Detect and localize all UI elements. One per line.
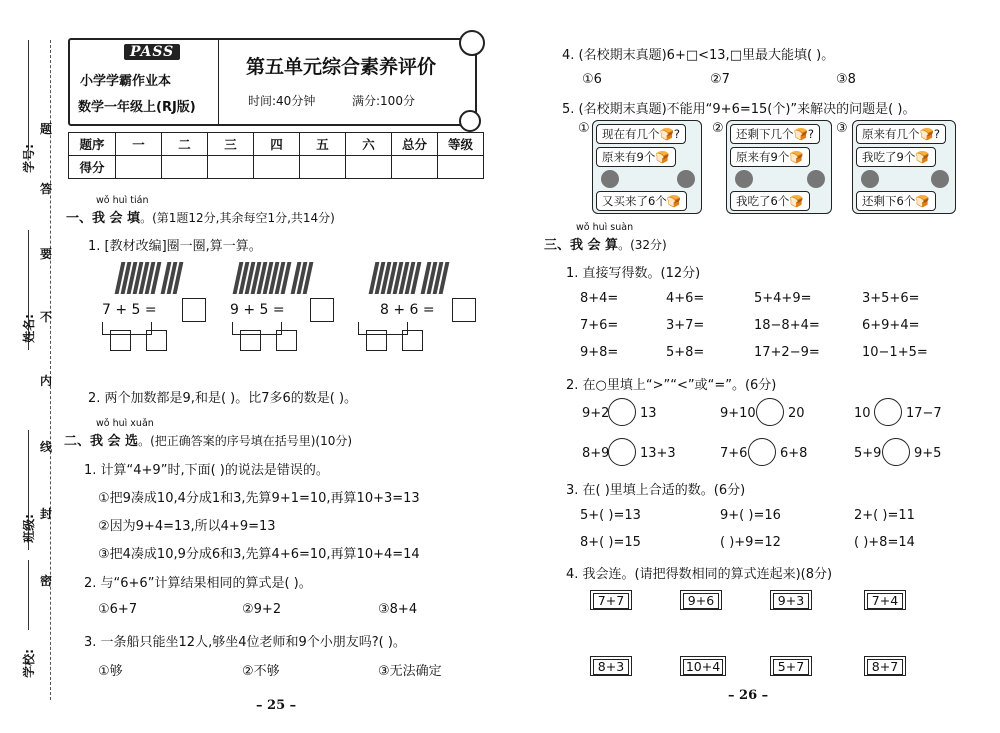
calc-item[interactable]: 4+6= bbox=[666, 291, 705, 306]
speech-bubble: 原来有9个🍞 bbox=[596, 147, 676, 167]
compare-circle[interactable] bbox=[748, 438, 776, 466]
s2-question-4: 4. (名校期末真题)6+□<13,□里最大能填( )。 bbox=[562, 48, 835, 63]
section2-title: 二、我 会 选 bbox=[64, 434, 139, 449]
table-cell: 五 bbox=[300, 133, 346, 156]
table-cell: 等级 bbox=[438, 133, 484, 156]
compare-left: 5+9 bbox=[854, 446, 882, 461]
section3-title: 三、我 会 算 bbox=[544, 238, 619, 253]
school-field-line bbox=[28, 560, 29, 630]
score-input-cell[interactable] bbox=[300, 156, 346, 179]
section2-pinyin: wǒ huì xuǎn bbox=[96, 418, 154, 429]
match-item-top[interactable]: 7+4 bbox=[864, 590, 906, 610]
answer-box[interactable] bbox=[452, 298, 476, 322]
table-cell: 三 bbox=[208, 133, 254, 156]
answer-box[interactable] bbox=[276, 330, 297, 351]
s2-q1-option-3[interactable]: ③把4凑成10,9分成6和3,先算4+6=10,再算10+4=14 bbox=[98, 547, 420, 562]
calc-item[interactable]: 7+6= bbox=[580, 318, 619, 333]
table-cell: 二 bbox=[162, 133, 208, 156]
score-input-cell[interactable] bbox=[208, 156, 254, 179]
calc-item[interactable]: 5+4+9= bbox=[754, 291, 812, 306]
match-item-top[interactable]: 7+7 bbox=[590, 590, 632, 610]
s2-q4-option-3[interactable]: ③8 bbox=[836, 72, 856, 87]
calc-item[interactable]: 9+8= bbox=[580, 345, 619, 360]
score-table-score-row bbox=[69, 156, 484, 179]
corner-curl-icon bbox=[459, 110, 481, 132]
match-item-bottom[interactable]: 10+4 bbox=[680, 656, 726, 676]
compare-circle[interactable] bbox=[608, 398, 636, 426]
s3-question-4: 4. 我会连。(请把得数相同的算式连起来)(8分) bbox=[566, 567, 833, 582]
s2-q2-option-2[interactable]: ②9+2 bbox=[242, 602, 282, 617]
section1-title: 一、我 会 填 bbox=[66, 211, 141, 226]
s2-q1-option-2[interactable]: ②因为9+4=13,所以4+9=13 bbox=[98, 519, 276, 534]
fold-line bbox=[50, 40, 51, 700]
answer-box[interactable] bbox=[182, 298, 206, 322]
compare-left: 9+2 bbox=[582, 406, 610, 421]
score-table-header-row bbox=[69, 133, 484, 156]
margin-label-yao: 要 bbox=[40, 247, 53, 261]
panel-marker-2: ② bbox=[712, 121, 724, 136]
compare-right: 20 bbox=[788, 406, 805, 421]
score-table bbox=[68, 132, 484, 179]
calc-item[interactable]: 18−8+4= bbox=[754, 318, 820, 333]
rabbit-icon bbox=[601, 170, 619, 188]
s2-question-3: 3. 一条船只能坐12人,够坐4位老师和9个小朋友吗?( )。 bbox=[84, 635, 406, 650]
section2-note: 。(把正确答案的序号填在括号里)(10分) bbox=[138, 434, 353, 448]
section1-note: 。(第1题12分,其余每空1分,共14分) bbox=[140, 211, 335, 225]
compare-circle[interactable] bbox=[608, 438, 636, 466]
table-cell: 得分 bbox=[69, 156, 116, 179]
score-input-cell[interactable] bbox=[162, 156, 208, 179]
s2-q4-option-2[interactable]: ②7 bbox=[710, 72, 730, 87]
field-class: 班级: bbox=[21, 514, 36, 543]
answer-box[interactable] bbox=[146, 330, 167, 351]
s2-question-1: 1. 计算“4+9”时,下面( )的说法是错误的。 bbox=[84, 463, 329, 478]
calc-item[interactable]: 3+7= bbox=[666, 318, 705, 333]
full-score: 满分:100分 bbox=[352, 94, 415, 108]
answer-box[interactable] bbox=[240, 330, 261, 351]
match-item-bottom[interactable]: 5+7 bbox=[770, 656, 812, 676]
match-item-top[interactable]: 9+6 bbox=[680, 590, 722, 610]
calc-item[interactable]: 6+9+4= bbox=[862, 318, 920, 333]
equation-2: 9 + 5 = bbox=[230, 302, 285, 318]
calc-item[interactable]: 17+2−9= bbox=[754, 345, 820, 360]
fill-blank-item[interactable]: 5+( )=13 bbox=[580, 508, 641, 523]
s2-q2-option-3[interactable]: ③8+4 bbox=[378, 602, 418, 617]
section2-heading bbox=[64, 430, 352, 449]
bear-icon bbox=[807, 170, 825, 188]
field-school: 学校: bbox=[21, 649, 36, 678]
answer-box[interactable] bbox=[366, 330, 387, 351]
question-bubble: 还剩下几个🍞? bbox=[730, 124, 820, 144]
s1-question-2: 2. 两个加数都是9,和是( )。比7多6的数是( )。 bbox=[88, 391, 358, 406]
fill-blank-item[interactable]: 2+( )=11 bbox=[854, 508, 915, 523]
margin-label-feng: 封 bbox=[40, 507, 53, 521]
story-panel-3[interactable] bbox=[852, 120, 956, 214]
speech-bubble: 我吃了9个🍞 bbox=[856, 147, 936, 167]
table-cell: 题序 bbox=[69, 133, 116, 156]
score-input-cell[interactable] bbox=[392, 156, 438, 179]
panel-marker-3: ③ bbox=[836, 121, 848, 136]
fill-blank-item[interactable]: 8+( )=15 bbox=[580, 535, 641, 550]
margin-label-mi: 密 bbox=[40, 574, 53, 588]
match-item-bottom[interactable]: 8+7 bbox=[864, 656, 906, 676]
page-title: 第五单元综合素养评价 bbox=[246, 56, 437, 78]
margin-label-da: 答 bbox=[40, 182, 53, 196]
rabbit-icon bbox=[861, 170, 879, 188]
s3-question-1: 1. 直接写得数。(12分) bbox=[566, 266, 701, 281]
compare-left: 9+10 bbox=[720, 406, 756, 421]
equation-3: 8 + 6 = bbox=[380, 302, 435, 318]
id-field-line bbox=[28, 40, 29, 150]
calc-item[interactable]: 10−1+5= bbox=[862, 345, 928, 360]
s2-q4-option-1[interactable]: ①6 bbox=[582, 72, 602, 87]
answer-box[interactable] bbox=[310, 298, 334, 322]
score-input-cell[interactable] bbox=[346, 156, 392, 179]
s3-question-2: 2. 在○里填上“>”“<”或“=”。(6分) bbox=[566, 378, 777, 393]
answer-box[interactable] bbox=[402, 330, 423, 351]
compare-right: 9+5 bbox=[914, 446, 942, 461]
speech-bubble: 还剩下6个🍞 bbox=[856, 191, 936, 211]
rabbit-icon bbox=[735, 170, 753, 188]
s1-question-1: 1. [教材改编]圈一圈,算一算。 bbox=[88, 239, 262, 254]
section3-heading bbox=[544, 234, 667, 253]
stick-bundle-2 bbox=[236, 262, 316, 294]
calc-item[interactable]: 3+5+6= bbox=[862, 291, 920, 306]
margin-label-xian: 线 bbox=[40, 440, 53, 454]
s2-q3-option-1[interactable]: ①够 bbox=[98, 664, 123, 679]
table-cell: 六 bbox=[346, 133, 392, 156]
speech-bubble: 又买来了6个🍞 bbox=[596, 191, 687, 211]
question-bubble: 现在有几个🍞? bbox=[596, 124, 686, 144]
story-panel-2[interactable] bbox=[726, 120, 832, 214]
compare-circle[interactable] bbox=[756, 398, 784, 426]
field-name: 姓名: bbox=[21, 314, 36, 343]
fill-blank-item[interactable]: 9+( )=16 bbox=[720, 508, 781, 523]
field-student-id: 学号: bbox=[21, 144, 36, 173]
header-divider bbox=[218, 40, 219, 124]
header-card bbox=[68, 38, 477, 126]
section1-pinyin: wǒ huì tián bbox=[96, 195, 149, 206]
compare-left: 7+6 bbox=[720, 446, 748, 461]
pass-logo: PASS bbox=[124, 44, 180, 60]
table-cell: 总分 bbox=[392, 133, 438, 156]
series-name: 小学学霸作业本 bbox=[80, 74, 172, 89]
edition-label: 数学一年级上(RJ版) bbox=[78, 100, 196, 115]
table-cell: 四 bbox=[254, 133, 300, 156]
stick-bundle-1 bbox=[118, 262, 188, 294]
answer-box[interactable] bbox=[110, 330, 131, 351]
bear-icon bbox=[931, 170, 949, 188]
page-number-left: – 25 – bbox=[256, 698, 297, 713]
question-bubble: 原来有几个🍞? bbox=[856, 124, 946, 144]
calc-item[interactable]: 5+8= bbox=[666, 345, 705, 360]
match-item-bottom[interactable]: 8+3 bbox=[590, 656, 632, 676]
margin-label-ti: 题 bbox=[40, 122, 53, 136]
fill-blank-item[interactable]: ( )+9=12 bbox=[720, 535, 781, 550]
s2-q1-option-1[interactable]: ①把9凑成10,4分成1和3,先算9+1=10,再算10+3=13 bbox=[98, 491, 420, 506]
margin-label-bu: 不 bbox=[40, 310, 53, 324]
s2-q2-option-1[interactable]: ①6+7 bbox=[98, 602, 138, 617]
score-input-cell[interactable] bbox=[116, 156, 162, 179]
corner-curl-icon bbox=[459, 30, 485, 56]
speech-bubble: 原来有9个🍞 bbox=[730, 147, 810, 167]
match-item-top[interactable]: 9+3 bbox=[770, 590, 812, 610]
equation-1: 7 + 5 = bbox=[102, 302, 157, 318]
margin-label-nei: 内 bbox=[40, 374, 53, 388]
s2-question-2: 2. 与“6+6”计算结果相同的算式是( )。 bbox=[84, 576, 312, 591]
section3-pinyin: wǒ huì suàn bbox=[576, 222, 634, 233]
s2-q3-option-3[interactable]: ③无法确定 bbox=[378, 664, 442, 679]
section3-note: 。(32分) bbox=[618, 238, 667, 252]
table-cell: 一 bbox=[116, 133, 162, 156]
s3-question-3: 3. 在( )里填上合适的数。(6分) bbox=[566, 483, 746, 498]
s2-question-5: 5. (名校期末真题)不能用“9+6=15(个)”来解决的问题是( )。 bbox=[562, 102, 916, 117]
fill-blank-item[interactable]: ( )+8=14 bbox=[854, 535, 915, 550]
section1-heading bbox=[66, 207, 335, 226]
compare-left: 8+9 bbox=[582, 446, 610, 461]
compare-circle[interactable] bbox=[882, 438, 910, 466]
compare-right: 6+8 bbox=[780, 446, 808, 461]
compare-circle[interactable] bbox=[874, 398, 902, 426]
compare-left: 10 bbox=[854, 406, 871, 421]
story-panel-1[interactable] bbox=[592, 120, 702, 214]
page-number-right: – 26 – bbox=[728, 688, 769, 703]
panel-marker-1: ① bbox=[578, 121, 590, 136]
s2-q3-option-2[interactable]: ②不够 bbox=[242, 664, 280, 679]
stick-bundle-3 bbox=[372, 262, 452, 294]
calc-item[interactable]: 8+4= bbox=[580, 291, 619, 306]
speech-bubble: 我吃了6个🍞 bbox=[730, 191, 810, 211]
bear-icon bbox=[677, 170, 695, 188]
time-limit: 时间:40分钟 bbox=[248, 94, 316, 108]
compare-right: 13+3 bbox=[640, 446, 676, 461]
score-input-cell[interactable] bbox=[254, 156, 300, 179]
compare-right: 13 bbox=[640, 406, 657, 421]
compare-right: 17−7 bbox=[906, 406, 942, 421]
score-input-cell[interactable] bbox=[438, 156, 484, 179]
